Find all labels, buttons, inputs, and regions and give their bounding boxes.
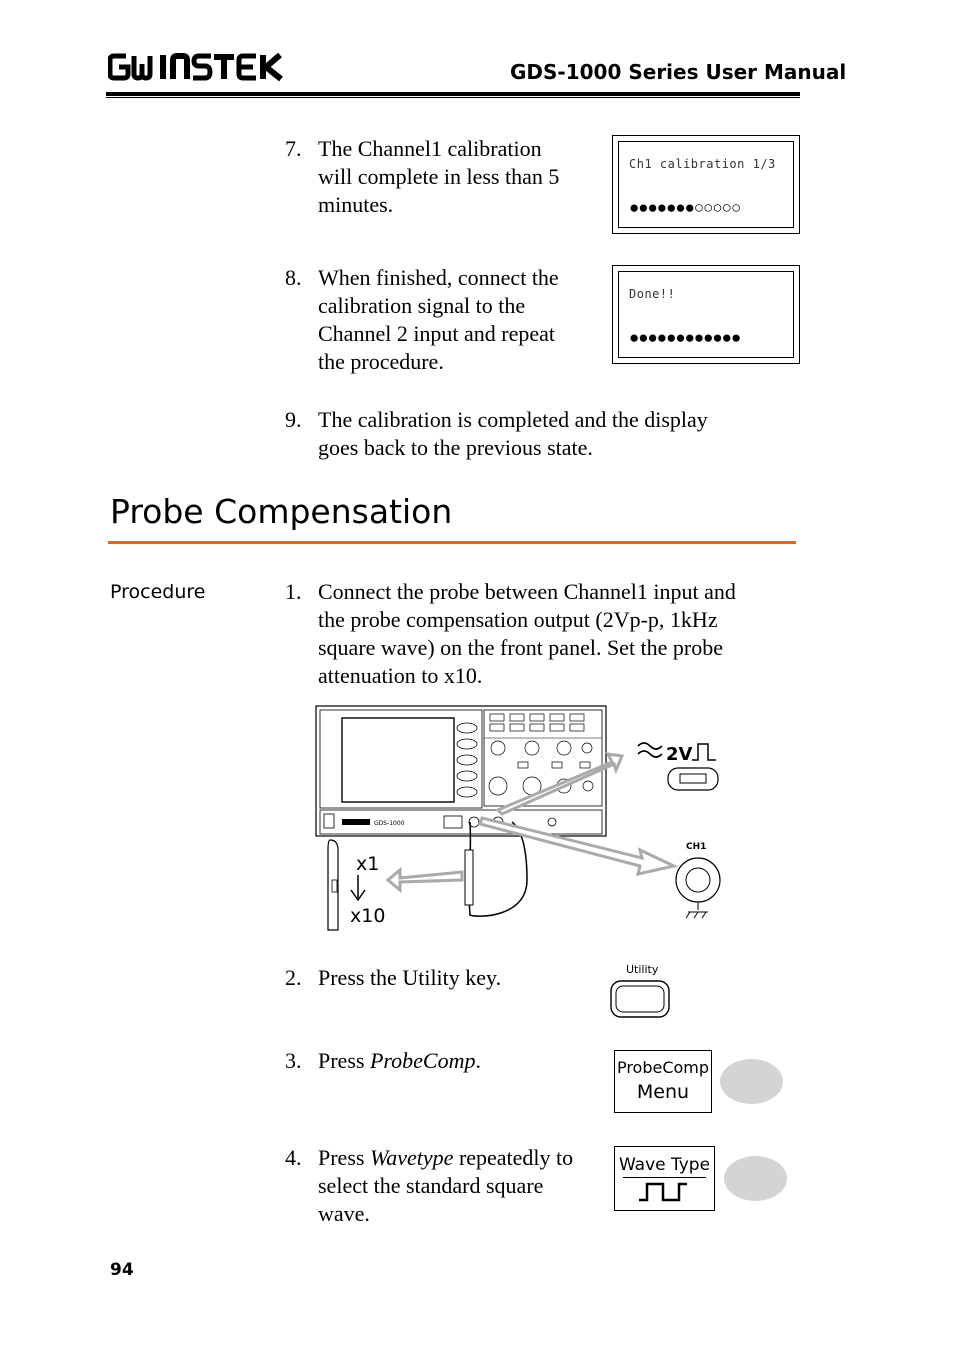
step-italic: Wavetype — [369, 1145, 454, 1170]
step-line: the procedure. — [318, 349, 444, 374]
lcd-text: Ch1 calibration 1/3 — [629, 157, 776, 171]
step-prefix: Press — [318, 1048, 370, 1073]
probe-step-1 — [285, 578, 805, 693]
step-prefix: Press — [318, 1145, 370, 1170]
step-line: minutes. — [318, 192, 394, 217]
procedure-label: Procedure — [110, 581, 206, 603]
step-number: 9. — [285, 407, 302, 432]
step-line: The Channel1 calibration — [318, 136, 542, 161]
lcd-calibration-done — [612, 265, 800, 364]
utility-key-label: Utility — [626, 963, 659, 976]
probecomp-key-line1: ProbeComp — [616, 1058, 710, 1077]
step-line: Channel 2 input and repeat — [318, 321, 556, 346]
step-number: 3. — [285, 1048, 302, 1073]
step-line: attenuation to x10. — [318, 663, 483, 688]
step-line: The calibration is completed and the display — [318, 407, 708, 432]
manual-title: GDS-1000 Series User Manual — [510, 60, 847, 84]
wavetype-key-label: Wave Type — [618, 1155, 711, 1175]
step-line: square wave) on the front panel. Set the probe — [318, 635, 724, 660]
step-line: select the standard square — [318, 1173, 544, 1198]
section-title: Probe Compensation — [110, 492, 453, 531]
probecomp-menu-key[interactable] — [614, 1050, 712, 1113]
probecomp-softkey-button[interactable] — [720, 1059, 783, 1104]
step-8 — [285, 264, 615, 379]
lcd-calibration-progress — [612, 135, 800, 234]
square-wave-icon — [635, 1180, 695, 1204]
lcd-text: Done!! — [629, 287, 676, 301]
probe-x1-label: x1 — [356, 853, 380, 875]
step-number: 1. — [285, 579, 302, 604]
step-line: the probe compensation output (2Vp-p, 1kHz — [318, 607, 718, 632]
comp-output-label: 2V — [666, 744, 693, 765]
arrow-to-probe-switch — [388, 870, 462, 890]
step-italic: ProbeComp — [369, 1048, 476, 1073]
scope-model-label: GDS-1000 — [374, 820, 405, 827]
step-line: goes back to the previous state. — [318, 435, 593, 460]
header-rule — [106, 92, 800, 96]
wavetype-softkey-button[interactable] — [724, 1156, 787, 1201]
step-line: calibration signal to the — [318, 293, 526, 318]
step-line: wave. — [318, 1201, 370, 1226]
step-line: When finished, connect the — [318, 265, 559, 290]
step-line: Press the Utility key. — [318, 965, 502, 990]
wavetype-key[interactable] — [614, 1146, 715, 1211]
probecomp-key-line2: Menu — [636, 1081, 690, 1103]
step-suffix: repeatedly to — [453, 1145, 574, 1170]
gwinstek-logo — [108, 52, 284, 87]
section-rule — [108, 541, 796, 544]
utility-key-icon — [610, 980, 670, 1018]
step-9 — [285, 406, 805, 466]
step-number: 4. — [285, 1145, 302, 1170]
page-number: 94 — [110, 1260, 134, 1280]
progress-dots: ●●●●●●●○○○○○ — [629, 198, 741, 217]
header-rule-thin — [106, 97, 800, 98]
progress-dots: ●●●●●●●●●●●● — [629, 328, 741, 347]
step-line: Connect the probe between Channel1 input and — [318, 579, 736, 604]
probe-step-4 — [285, 1144, 615, 1234]
step-suffix: . — [475, 1048, 481, 1073]
step-7 — [285, 135, 605, 225]
step-line: will complete in less than 5 — [318, 164, 560, 189]
ch1-label: CH1 — [686, 842, 707, 852]
step-number: 8. — [285, 265, 302, 290]
probe-connection-figure — [312, 700, 732, 940]
probe-step-3 — [285, 1047, 585, 1077]
scope-diagram-svg — [312, 700, 732, 940]
probe-step-2 — [285, 964, 585, 994]
step-number: 2. — [285, 965, 302, 990]
step-number: 7. — [285, 136, 302, 161]
probe-x10-label: x10 — [350, 905, 386, 927]
utility-key[interactable] — [610, 980, 670, 1018]
